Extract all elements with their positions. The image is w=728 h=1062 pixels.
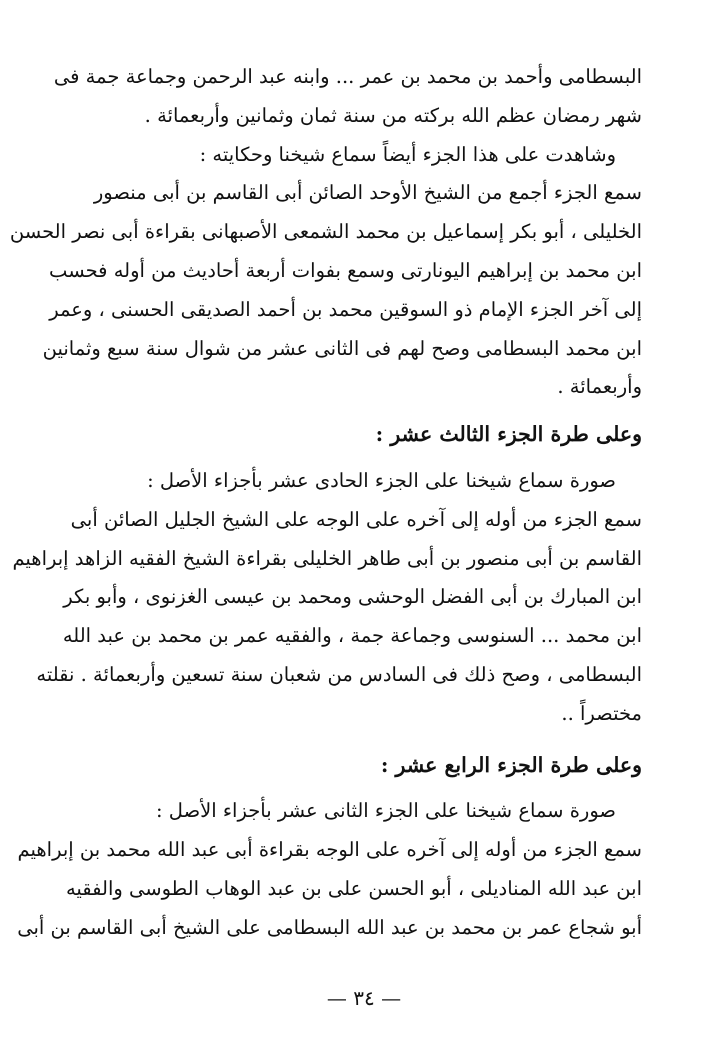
paragraph-3 — [9, 174, 642, 407]
text-line: مختصراً .. — [561, 701, 642, 725]
text-line: شهر رمضان عظم الله بركته من سنة ثمان وثمانين وأربعمائة . — [144, 103, 642, 127]
text-line: البسطامى وأحمد بن محمد بن عمر ... وابنه عبد الرحمن وجماعة جمة فى — [53, 65, 642, 88]
paragraph-7 — [17, 831, 642, 947]
paragraph-5 — [12, 501, 642, 734]
document-body — [9, 58, 642, 948]
section-heading-13: وعلى طرة الجزء الثالث عشر : — [375, 422, 642, 447]
text-line: ابن محمد البسطامى وصح لهم فى الثانى عشر من شوال سنة سبع وثمانين — [42, 336, 642, 360]
paragraph-2 — [86, 136, 642, 175]
text-line: الخليلى ، أبو بكر إسماعيل بن محمد الشمعى الأصبهانى بقراءة أبى نصر الحسن — [9, 220, 642, 244]
text-line: البسطامى ، وصح ذلك فى السادس من شعبان سنة تسعين وأربعمائة . نقلته — [36, 662, 642, 686]
text-line: صورة سماع شيخنا على الجزء الحادى عشر بأجزاء الأصل : — [147, 468, 616, 492]
text-line: ابن محمد ... السنوسى وجماعة جمة ، والفقيه عمر بن محمد بن عبد الله — [62, 624, 642, 648]
text-line: القاسم بن أبى منصور بن أبى طاهر الخليلى بقراءة الشيخ الفقيه الزاهد إبراهيم — [12, 546, 642, 570]
text-line: ابن المبارك بن أبى الفضل الوحشى ومحمد بن عيسى الغزنوى ، وأبو بكر — [63, 585, 642, 609]
text-line: سمع الجزء من أوله إلى آخره على الوجه بقراءة أبى عبد الله محمد بن إبراهيم — [17, 838, 642, 862]
text-line: سمع الجزء من أوله إلى آخره على الوجه على الشيخ الجليل الصائن أبى — [70, 507, 642, 531]
text-line: سمع الجزء أجمع من الشيخ الأوحد الصائن أبى القاسم بن أبى منصور — [93, 181, 642, 205]
section-heading-14: وعلى طرة الجزء الرابع عشر : — [380, 752, 642, 777]
text-line: أبو شجاع عمر بن محمد بن عبد الله البسطامى على الشيخ أبى القاسم بن أبى — [17, 915, 642, 939]
text-line: ابن عبد الله المناديلى ، أبو الحسن على بن عبد الوهاب الطوسى والفقيه — [65, 876, 642, 900]
text-line: صورة سماع شيخنا على الجزء الثانى عشر بأجزاء الأصل : — [156, 799, 616, 823]
text-line: ابن محمد بن إبراهيم اليونارتى وسمع بفوات أربعة أحاديث من أوله فحسب — [49, 258, 642, 282]
page-number: — ٣٤ — — [326, 986, 402, 1010]
paragraph-6 — [86, 792, 642, 831]
text-line: وأربعمائة . — [557, 375, 642, 399]
text-line: إلى آخر الجزء الإمام ذو السوقين محمد بن أحمد الصديقى الحسنى ، وعمر — [49, 297, 642, 321]
paragraph-1 — [53, 58, 642, 136]
paragraph-4 — [86, 462, 642, 501]
text-line: وشاهدت على هذا الجزء أيضاً سماع شيخنا وحكايته : — [199, 142, 616, 166]
